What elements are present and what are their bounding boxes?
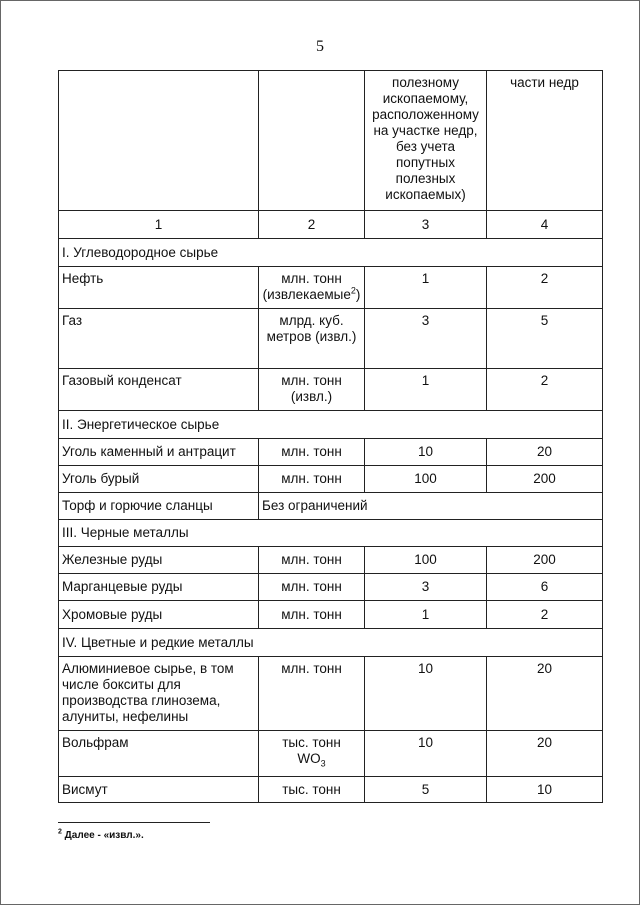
section-title: I. Углеводородное сырье	[59, 239, 603, 267]
row-name: Висмут	[59, 777, 259, 803]
row-name: Хромовые руды	[59, 601, 259, 629]
table-row	[59, 466, 603, 493]
row-name: Нефть	[59, 267, 259, 309]
footnote-mark: 2	[58, 828, 62, 836]
footnote-ref: 2	[350, 285, 356, 296]
table-row	[59, 309, 603, 369]
column-number-row	[59, 211, 603, 239]
row-name: Марганцевые руды	[59, 574, 259, 601]
row-value-3: 5	[365, 777, 487, 803]
row-unit: тыс. тонн $WO_3$	[259, 731, 365, 777]
row-value-3: 100	[365, 466, 487, 493]
row-value-4: 5	[487, 309, 603, 369]
row-value-4: 6	[487, 574, 603, 601]
table-row	[59, 574, 603, 601]
row-value-4: 200	[487, 466, 603, 493]
table-row	[59, 547, 603, 574]
row-merged-value: Без ограничений	[259, 493, 603, 520]
header-row	[59, 71, 603, 211]
row-name: Газовый конденсат	[59, 369, 259, 411]
row-name: Газ	[59, 309, 259, 369]
footnote-text: Далее - «извл.».	[61, 830, 144, 841]
section-title: IV. Цветные и редкие металлы	[59, 629, 603, 657]
row-value-3: 1	[365, 369, 487, 411]
row-unit: млн. тонн (извлекаемые$^2$)	[259, 267, 365, 309]
col-number-4: 4	[487, 211, 603, 239]
row-name: Железные руды	[59, 547, 259, 574]
row-value-4: 2	[487, 601, 603, 629]
header-col4: части недр	[487, 71, 603, 211]
table-row	[59, 439, 603, 466]
row-name: Вольфрам	[59, 731, 259, 777]
table-row	[59, 369, 603, 411]
row-value-3: 10	[365, 439, 487, 466]
section-title: II. Энергетическое сырье	[59, 411, 603, 439]
row-unit: млн. тонн	[259, 547, 365, 574]
limits-table	[58, 70, 603, 803]
table-row	[59, 657, 603, 731]
row-value-3: 10	[365, 731, 487, 777]
row-value-4: 20	[487, 657, 603, 731]
row-value-4: 20	[487, 731, 603, 777]
table-row	[59, 731, 603, 777]
table-row	[59, 267, 603, 309]
row-unit: млн. тонн	[259, 657, 365, 731]
section-row	[59, 239, 603, 267]
row-value-4: 20	[487, 439, 603, 466]
section-row	[59, 411, 603, 439]
row-unit: млн. тонн	[259, 601, 365, 629]
section-row	[59, 629, 603, 657]
row-name: Уголь бурый	[59, 466, 259, 493]
col-number-2: 2	[259, 211, 365, 239]
col-number-3: 3	[365, 211, 487, 239]
row-unit: млн. тонн	[259, 574, 365, 601]
header-col3: полезному ископаемому, расположенному на участке недр, без учета попутных полезных ископаемых)	[365, 71, 487, 211]
row-name: Алюминиевое сырье, в том числе бокситы для производства глинозема, алуниты, нефелины	[59, 657, 259, 731]
row-value-3: 100	[365, 547, 487, 574]
row-value-4: 200	[487, 547, 603, 574]
header-col2	[259, 71, 365, 211]
table-row	[59, 493, 603, 520]
row-name: Уголь каменный и антрацит	[59, 439, 259, 466]
row-unit: тыс. тонн	[259, 777, 365, 803]
row-value-4: 2	[487, 369, 603, 411]
section-row	[59, 520, 603, 547]
page-number: 5	[316, 38, 324, 55]
footnote-divider	[58, 822, 210, 823]
row-value-3: 10	[365, 657, 487, 731]
row-name: Торф и горючие сланцы	[59, 493, 259, 520]
row-value-4: 10	[487, 777, 603, 803]
row-value-3: 1	[365, 267, 487, 309]
row-value-3: 3	[365, 574, 487, 601]
table-row	[59, 601, 603, 629]
row-unit: млн. тонн	[259, 466, 365, 493]
table-row	[59, 777, 603, 803]
row-value-3: 3	[365, 309, 487, 369]
header-col1	[59, 71, 259, 211]
row-value-3: 1	[365, 601, 487, 629]
section-title: III. Черные металлы	[59, 520, 603, 547]
row-unit: млн. тонн	[259, 439, 365, 466]
col-number-1: 1	[59, 211, 259, 239]
row-unit: млн. тонн (извл.)	[259, 369, 365, 411]
footnote	[58, 830, 144, 841]
row-unit: млрд. куб. метров (извл.)	[259, 309, 365, 369]
row-value-4: 2	[487, 267, 603, 309]
